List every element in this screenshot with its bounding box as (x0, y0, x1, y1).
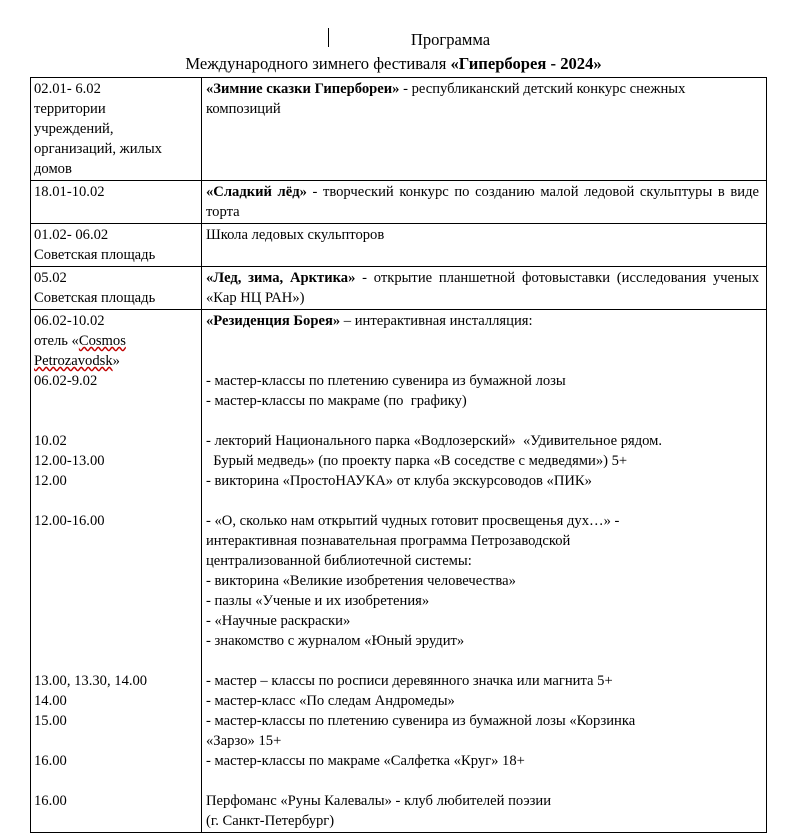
program-table (30, 77, 767, 833)
date-line: 02.01- 6.02 (34, 81, 101, 97)
event-cell (202, 267, 767, 310)
table-row (31, 267, 767, 310)
date-line: Советская площадь (34, 290, 156, 306)
event-cell (202, 310, 767, 833)
hotel-name-part: Cosmos (78, 333, 126, 349)
document-title (0, 28, 787, 76)
schedule-times (34, 371, 199, 831)
activity-line: Перфоманс «Руны Калевалы» - клуб любителей поэзии (206, 793, 552, 809)
venue-line (34, 351, 199, 371)
date-cell (31, 78, 202, 181)
date-line: территории (34, 101, 106, 117)
table-row (31, 224, 767, 267)
event-description: Школа ледовых скульпторов (206, 227, 385, 243)
time-line: 14.00 (34, 693, 67, 709)
time-line: 16.00 (34, 793, 67, 809)
time-line: 06.02-9.02 (34, 373, 98, 389)
hotel-name-part: Petrozavodsk (34, 353, 113, 369)
activity-line: централизованной библиотечной системы: (206, 553, 472, 569)
event-heading (206, 311, 759, 331)
activity-line: - викторина «ПростоНАУКА» от клуба экскурсоводов «ПИК» (206, 473, 592, 489)
date-line: Советская площадь (34, 247, 156, 263)
spacer (34, 631, 199, 651)
activity-line: - пазлы «Ученые и их изобретения» (206, 593, 430, 609)
title-line-1: Программа (410, 30, 491, 49)
date-line: 01.02- 06.02 (34, 227, 109, 243)
activity-line: интерактивная познавательная программа Петрозаводской (206, 533, 571, 549)
spacer (34, 731, 199, 751)
event-cell (202, 224, 767, 267)
time-line: 12.00-16.00 (34, 513, 105, 529)
event-title: «Лед, зима, Арктика» (206, 270, 356, 286)
activity-line: - мастер-классы по плетению сувенира из бумажной лозы (206, 373, 566, 389)
event-description: - творческий конкурс по созданию малой ледовой скульптуры в виде торта (206, 184, 759, 220)
festival-name: «Гиперборея - 2024» (450, 54, 602, 73)
spacer (34, 551, 199, 571)
time-line: 15.00 (34, 713, 67, 729)
event-title: «Резиденция Борея» (206, 313, 341, 329)
title-line-2 (0, 52, 787, 76)
spacer (34, 811, 199, 831)
date-cell (31, 181, 202, 224)
event-description: – интерактивная инсталляция: (340, 313, 533, 329)
activity-line: «Зарзо» 15+ (206, 733, 282, 749)
spacer (206, 491, 759, 511)
hotel-prefix: отель « (34, 333, 79, 349)
spacer (34, 771, 199, 791)
event-description: - республиканский детский конкурс снежных композиций (206, 81, 686, 117)
activity-line: - «О, сколько нам открытий чудных готовит просвещенья дух…» - (206, 513, 620, 529)
activity-line: - мастер-классы по макраме «Салфетка «Круг» 18+ (206, 753, 525, 769)
spacer (34, 611, 199, 631)
spacer (34, 651, 199, 671)
activity-line: - викторина «Великие изобретения человечества» (206, 573, 516, 589)
date-cell (31, 267, 202, 310)
spacer (206, 411, 759, 431)
activity-line: - «Научные раскраски» (206, 613, 351, 629)
table-row (31, 181, 767, 224)
time-line: 16.00 (34, 753, 67, 769)
activity-line: - мастер-класс «По следам Андромеды» (206, 693, 455, 709)
date-line: 06.02-10.02 (34, 313, 105, 329)
spacer (206, 351, 759, 371)
event-description: - открытие планшетной фотовыставки (исследования ученых «Кар НЦ РАН») (206, 270, 760, 306)
spacer (206, 331, 759, 351)
spacer (34, 571, 199, 591)
activities-list (206, 371, 759, 831)
spacer (34, 591, 199, 611)
event-title: «Сладкий лёд» (206, 184, 307, 200)
spacer (34, 391, 199, 411)
date-cell (31, 224, 202, 267)
time-line: 13.00, 13.30, 14.00 (34, 673, 148, 689)
activity-line: (г. Санкт-Петербург) (206, 813, 335, 829)
date-line: 05.02 (34, 270, 67, 286)
hotel-suffix: » (112, 353, 120, 369)
spacer (206, 771, 759, 791)
venue-line (34, 331, 199, 351)
activity-line: - лекторий Национального парка «Водлозерский» «Удивительное рядом. (206, 433, 663, 449)
time-line: 12.00-13.00 (34, 453, 105, 469)
event-cell (202, 181, 767, 224)
event-title: «Зимние сказки Гипербореи» (206, 81, 400, 97)
activity-line: - мастер-классы по плетению сувенира из бумажной лозы «Корзинка (206, 713, 636, 729)
table-row (31, 78, 767, 181)
date-line: организаций, жилых (34, 141, 162, 157)
title-line-2-text: Международного зимнего фестиваля (185, 54, 451, 73)
date-line: домов (34, 161, 72, 177)
spacer (34, 531, 199, 551)
time-line: 12.00 (34, 473, 67, 489)
venue-cell (31, 310, 202, 833)
activity-line: - знакомство с журналом «Юный эрудит» (206, 633, 465, 649)
activity-line: Бурый медведь» (по проекту парка «В соседстве с медведями») 5+ (206, 453, 628, 469)
spacer (34, 411, 199, 431)
date-line: 18.01-10.02 (34, 184, 105, 200)
date-line: учреждений, (34, 121, 114, 137)
event-cell (202, 78, 767, 181)
table-row (31, 310, 767, 833)
spacer (34, 491, 199, 511)
activity-line: - мастер – классы по росписи деревянного значка или магнита 5+ (206, 673, 613, 689)
time-line: 10.02 (34, 433, 67, 449)
activity-line: - мастер-классы по макраме (по графику) (206, 393, 467, 409)
spacer (206, 651, 759, 671)
